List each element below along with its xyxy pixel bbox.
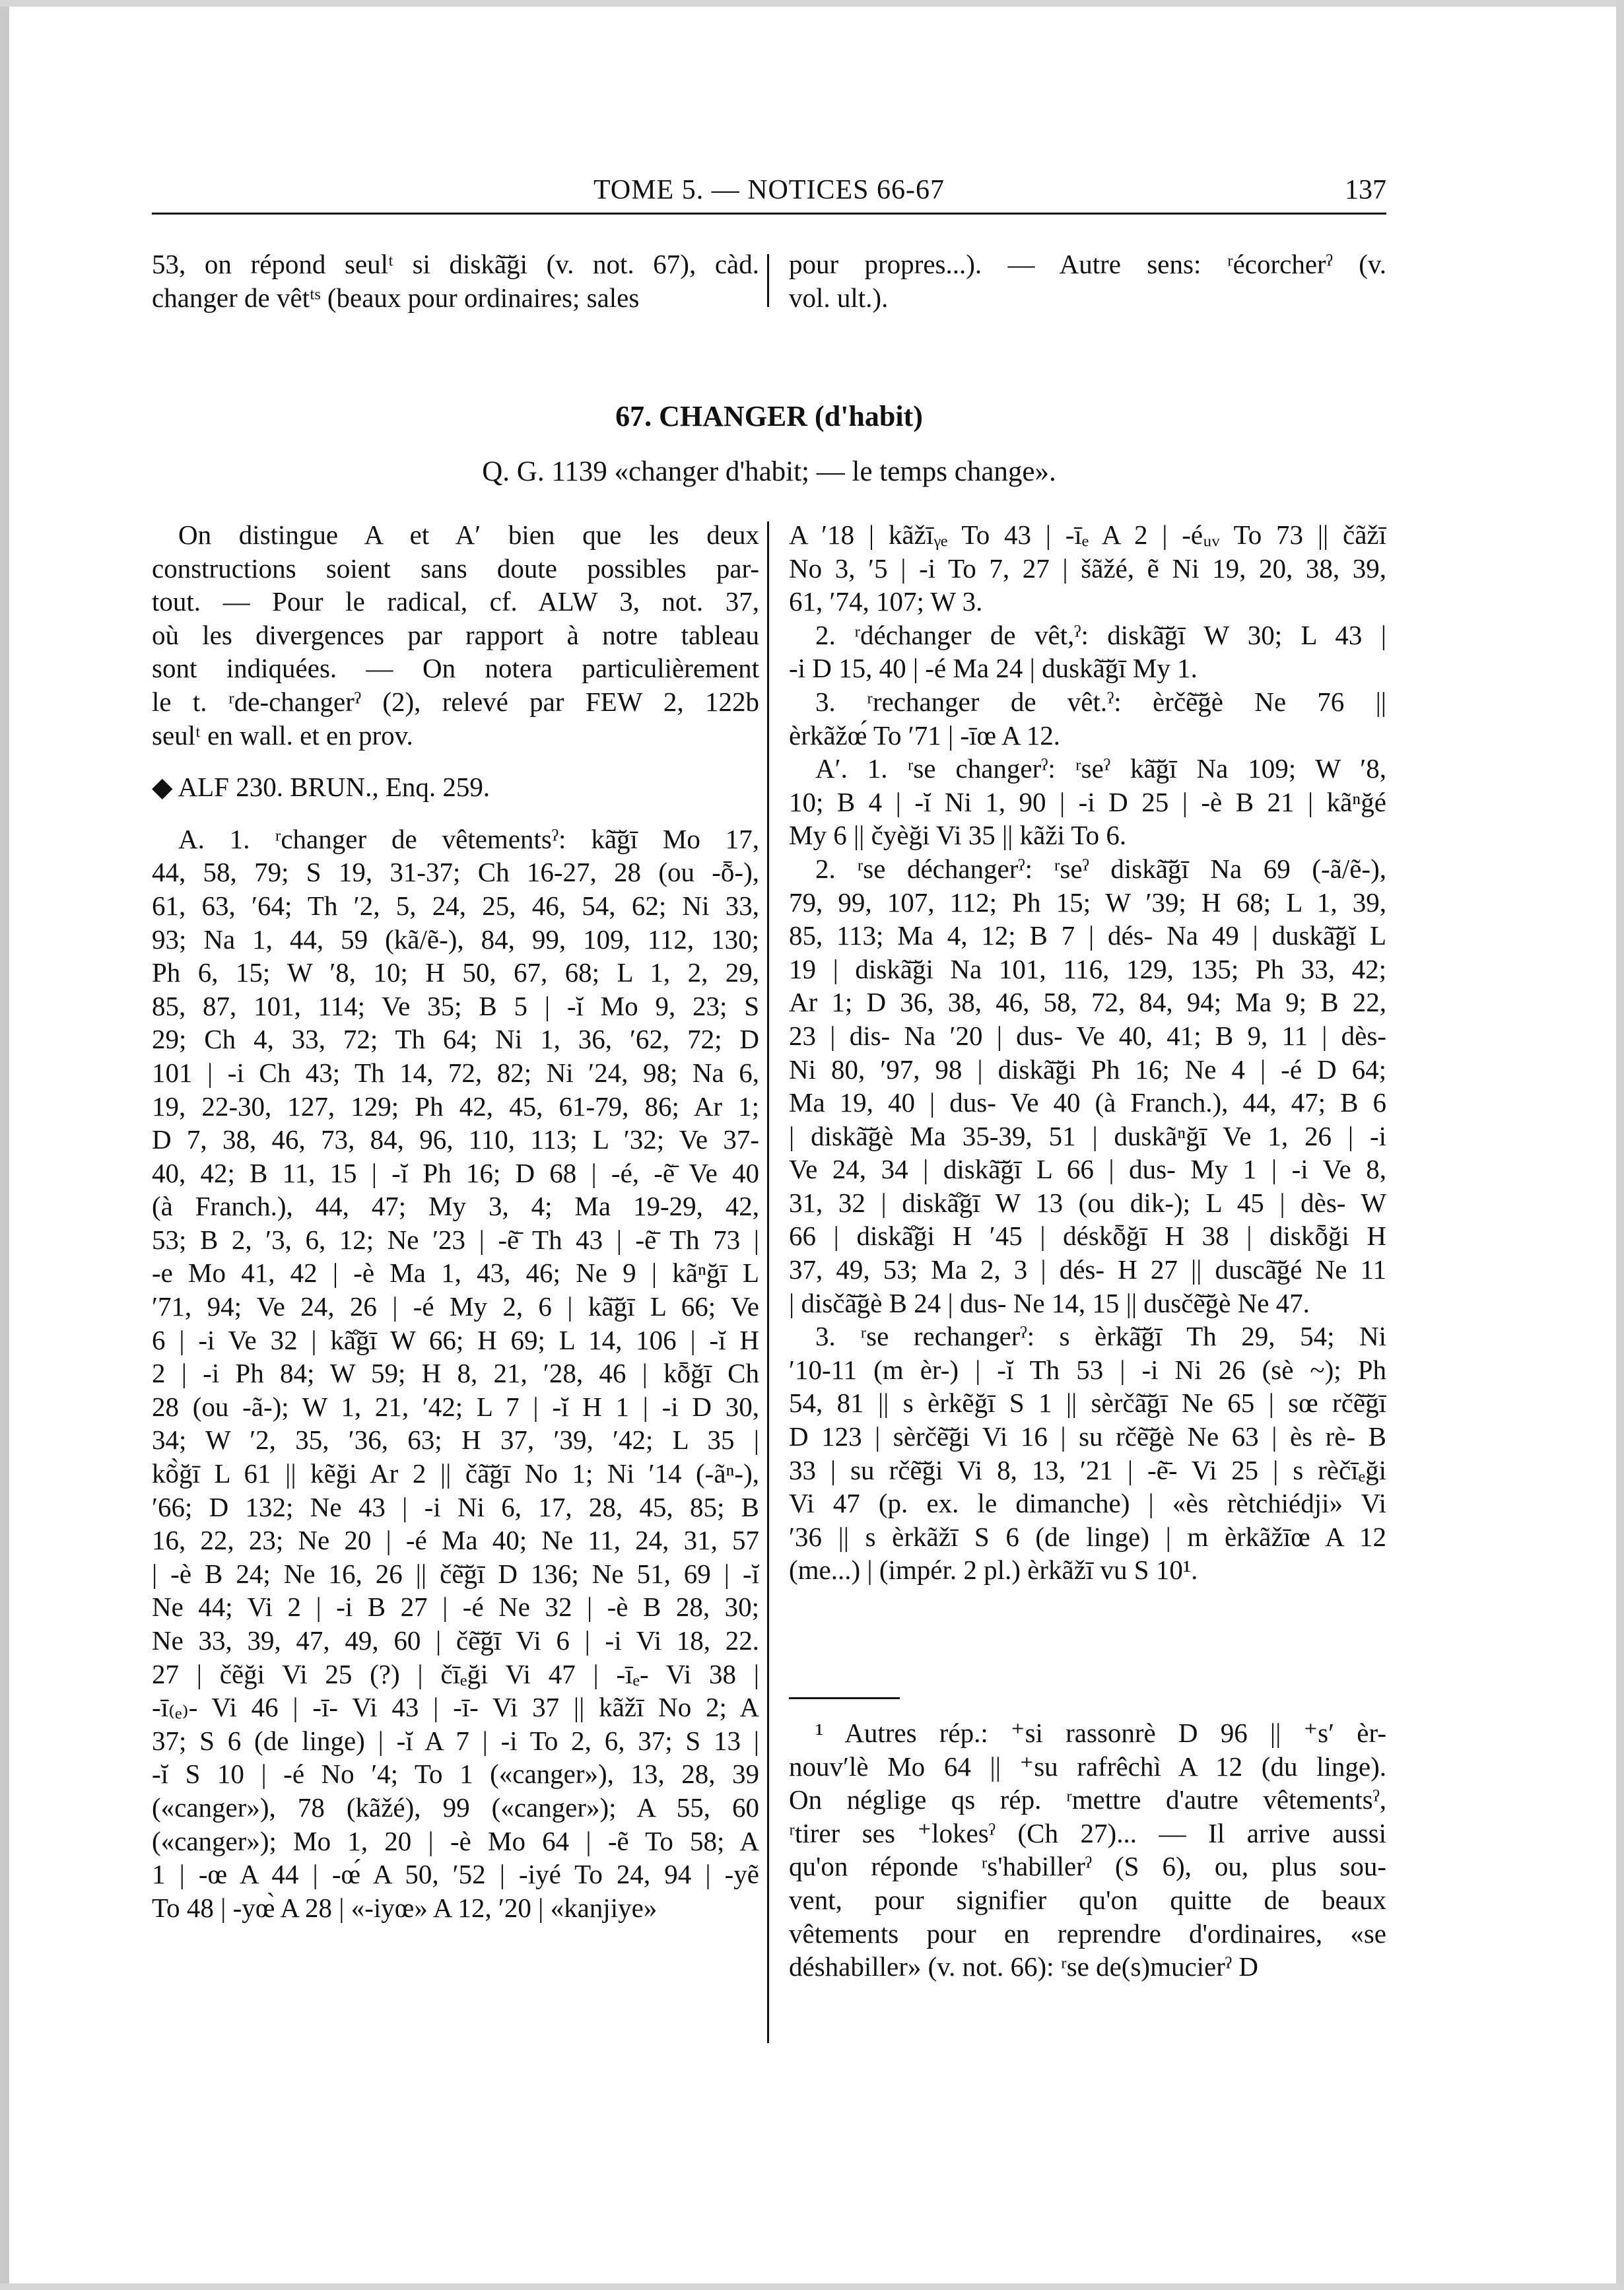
text-line: ◆ ALF 230. BRUN., Enq. 259. bbox=[152, 772, 491, 803]
text-line bbox=[152, 752, 759, 770]
text-line: Ve 24, 34 | diskã̄ğī L 66 | dus- My 1 | -i Ve 8, bbox=[789, 1154, 1386, 1185]
text-line: 3. ʳse rechangerˀ: s èrkã̄ğī Th 29, 54; Ni bbox=[815, 1321, 1386, 1352]
text-line: tout. — Pour le radical, cf. ALW 3, not. 37, bbox=[152, 586, 759, 617]
text-line: 37, 49, 53; Ma 2, 3 | dés- H 27 || duscã̄ğé Ne 11 bbox=[789, 1254, 1386, 1285]
text-line: seulᵗ en wall. et en prov. bbox=[152, 720, 413, 751]
scan-border-top bbox=[0, 0, 1624, 7]
footnote-rule bbox=[789, 1697, 900, 1699]
text-line: ′66; D 132; Ne 43 | -i Ni 6, 17, 28, 45, 85; B bbox=[152, 1491, 759, 1522]
left-column bbox=[152, 518, 759, 1924]
text-line: No 3, ′5 | -i To 7, 27 | šãžé, ẽ Ni 19, 20, 38, 39, bbox=[789, 553, 1386, 584]
column-divider-main bbox=[767, 522, 769, 2043]
text-line: 19 | diskã̄ği Na 101, 116, 129, 135; Ph 33, 42; bbox=[789, 953, 1386, 984]
text-line: -e Mo 41, 42 | -è Ma 1, 43, 46; Ne 9 | kãⁿğī L bbox=[152, 1258, 759, 1289]
text-line: 40, 42; B 11, 15 | -ĭ Ph 16; D 68 | -é, -ẽ̄ Ve 40 bbox=[152, 1157, 759, 1188]
text-line: -i D 15, 40 | -é Ma 24 | duskã̄ğī My 1. bbox=[789, 653, 1198, 684]
text-line: 1 | -œ A 44 | -œ́ A 50, ′52 | -iyé To 24, 94 | -yẽ bbox=[152, 1859, 759, 1890]
section-question: Q. G. 1139 «changer d'habit; — le temps change». bbox=[482, 456, 1056, 487]
text-line: 61, 63, ′64; Th ′2, 5, 24, 25, 46, 54, 62; Ni 33, bbox=[152, 890, 759, 921]
text-line: pour propres...). — Autre sens: ʳécorcherˀ (v. bbox=[789, 249, 1386, 279]
text-line: Ne 44; Vi 2 | -i B 27 | -é Ne 32 | -è B 28, 30; bbox=[152, 1592, 759, 1623]
text-line: vol. ult.). bbox=[789, 282, 889, 313]
text-line: 85, 87, 101, 114; Ve 35; B 5 | -ĭ Mo 9, 23; S bbox=[152, 990, 759, 1021]
text-line: («canger»), 78 (kãžé), 99 («canger»); A 55, 60 bbox=[152, 1792, 759, 1823]
text-line: 33 | su rčẽ̄ği Vi 8, 13, ′21 | -ẽ̄- Vi 25 | s rèčīₑği bbox=[789, 1454, 1386, 1485]
text-line: 53, on répond seulᵗ si diskã̄ği (v. not. 67), càd. bbox=[152, 249, 759, 279]
text-line: ¹ Autres rép.: ⁺si rassonrè D 96 || ⁺s′ èr- bbox=[815, 1718, 1386, 1748]
text-line: D 123 | sèrčẽ̄ği Vi 16 | su rčẽ̄ğè Ne 63 | ès rè- B bbox=[789, 1421, 1386, 1452]
text-line: Ma 19, 40 | dus- Ve 40 (à Franch.), 44, 47; B 6 bbox=[789, 1087, 1386, 1118]
scan-border-bottom bbox=[0, 2283, 1624, 2290]
text-line: 19, 22-30, 127, 129; Ph 42, 45, 61-79, 86; Ar 1; bbox=[152, 1091, 759, 1122]
header-rule bbox=[152, 213, 1386, 215]
text-line: 6 | -i Ve 32 | kã̊ğī W 66; H 69; L 14, 106 | -ĭ H bbox=[152, 1324, 759, 1355]
text-line: 79, 99, 107, 112; Ph 15; W ′39; H 68; L 1, 39, bbox=[789, 887, 1386, 918]
text-line: Ph 6, 15; W ′8, 10; H 50, 67, 68; L 1, 2, 29, bbox=[152, 957, 759, 988]
text-line: My 6 || čyèği Vi 35 || kãži To 6. bbox=[789, 820, 1127, 851]
text-line: kõ̀ğī L 61 || kẽği Ar 2 || čã̄ğī No 1; Ni ′14 (-ãⁿ-), bbox=[152, 1458, 759, 1489]
page-header bbox=[152, 173, 1386, 213]
text-line: vêtements pour en reprendre d'ordinaires, «se bbox=[789, 1918, 1386, 1949]
text-line: déshabiller» (v. not. 66): ʳse de(s)mucierˀ D bbox=[789, 1951, 1258, 1982]
text-line: 2. ʳdéchanger de vêt,ˀ: diskã̄ğī W 30; L 43 | bbox=[815, 619, 1386, 650]
text-line: A. 1. ʳchanger de vêtementsˀ: kã̄ğī Mo 17, bbox=[178, 823, 759, 854]
text-line: 54, 81 || s èrkẽğī S 1 || sèrčã̄ğī Ne 65 | sœ rčẽ̄ğī bbox=[789, 1388, 1386, 1419]
text-line: le t. ʳde-changerˀ (2), relevé par FEW 2, 122b bbox=[152, 686, 759, 717]
text-line: -ĭ S 10 | -é No ′4; To 1 («canger»), 13, 28, 39 bbox=[152, 1759, 759, 1790]
footnote bbox=[789, 1716, 1386, 1984]
text-line: (à Franch.), 44, 47; My 3, 4; Ma 19-29, 42, bbox=[152, 1191, 759, 1222]
text-line: On néglige qs rép. ʳmettre d'autre vêtementsˀ, bbox=[789, 1784, 1386, 1815]
text-line: 3. ʳrechanger de vêt.ˀ: èrčẽ̄ğè Ne 76 || bbox=[815, 686, 1386, 717]
text-line: 66 | diskã̊ği H ′45 | déskȭğī H 38 | diskȭği H bbox=[789, 1221, 1386, 1252]
text-line: | diskã̄ğè Ma 35-39, 51 | duskãⁿğī Ve 1, 26 | -i bbox=[789, 1120, 1386, 1151]
text-line: ′10-11 (m èr-) | -ĭ Th 53 | -i Ni 26 (sè ~); Ph bbox=[789, 1354, 1386, 1385]
text-line: To 48 | -yœ̀ A 28 | «-iyœ» A 12, ′20 | «kanjiye» bbox=[152, 1892, 658, 1923]
text-line: ′36 || s èrkãžī S 6 (de linge) | m èrkãžīœ A 12 bbox=[789, 1521, 1386, 1552]
section-title: 67. CHANGER (d'habit) bbox=[615, 400, 923, 432]
text-line: qu'on réponde ʳs'habillerˀ (S 6), ou, plus sou- bbox=[789, 1851, 1386, 1882]
text-line: ′71, 94; Ve 24, 26 | -é My 2, 6 | kã̄ğī L 66; Ve bbox=[152, 1291, 759, 1322]
text-line: Ar 1; D 36, 38, 46, 58, 72, 84, 94; Ma 9; B 22, bbox=[789, 987, 1386, 1018]
text-line: sont indiquées. — On notera particulièrement bbox=[152, 653, 759, 684]
text-line: nouv′lè Mo 64 || ⁺su rafrêchì A 12 (du linge). bbox=[789, 1751, 1386, 1782]
text-line: 85, 113; Ma 4, 12; B 7 | dés- Na 49 | duskã̄ğĭ L bbox=[789, 920, 1386, 951]
text-line: Vi 47 (p. ex. le dimanche) | «ès rètchiédji» Vi bbox=[789, 1488, 1386, 1519]
text-line: 23 | dis- Na ′20 | dus- Ve 40, 41; B 9, 11 | dès- bbox=[789, 1020, 1386, 1051]
right-column bbox=[789, 518, 1386, 1587]
text-line: 27 | čẽği Vi 25 (?) | čīₑği Vi 47 | -īₑ- Vi 38 | bbox=[152, 1658, 759, 1689]
text-line: 101 | -i Ch 43; Th 14, 72, 82; Ni ′24, 98; Na 6, bbox=[152, 1057, 759, 1088]
text-line: changer de vêtᵗˢ (beaux pour ordinaires; sales bbox=[152, 282, 640, 313]
text-line: 34; W ′2, 35, ′36, 63; H 37, ′39, ′42; L 35 | bbox=[152, 1425, 759, 1456]
top-right-column bbox=[789, 248, 1386, 314]
text-line: 10; B 4 | -ĭ Ni 1, 90 | -i D 25 | -è B 21 | kãⁿğé bbox=[789, 786, 1386, 817]
text-line: èrkãžœ́ To ′71 | -īœ A 12. bbox=[789, 720, 1060, 751]
text-line: Ne 33, 39, 47, 49, 60 | čẽ̄ğī Vi 6 | -i Vi 18, 22. bbox=[152, 1625, 759, 1656]
text-line: constructions soient sans doute possibles par- bbox=[152, 553, 759, 584]
text-line: A′. 1. ʳse changerˀ: ʳseˀ kã̄ğī Na 109; W ′8, bbox=[815, 753, 1386, 784]
text-line: 61, ′74, 107; W 3. bbox=[789, 586, 983, 617]
text-line: 93; Na 1, 44, 59 (kã/ẽ-), 84, 99, 109, 112, 130; bbox=[152, 924, 759, 955]
text-line: (me...) | (impér. 2 pl.) èrkãžī vu S 10¹. bbox=[789, 1555, 1198, 1586]
text-line: | -è B 24; Ne 16, 26 || čẽ̄ğī D 136; Ne 51, 69 | -ĭ bbox=[152, 1558, 759, 1589]
text-line: («canger»); Mo 1, 20 | -è Mo 64 | -ẽ To 58; A bbox=[152, 1825, 759, 1856]
text-line: 37; S 6 (de linge) | -ĭ A 7 | -i To 2, 6, 37; S 13 | bbox=[152, 1725, 759, 1756]
text-line: vent, pour signifier qu'on quitte de beaux bbox=[789, 1884, 1386, 1915]
text-line: où les divergences par rapport à notre tableau bbox=[152, 619, 759, 650]
text-line: 29; Ch 4, 33, 72; Th 64; Ni 1, 36, ′62, 72; D bbox=[152, 1024, 759, 1055]
text-line: 44, 58, 79; S 19, 31-37; Ch 16-27, 28 (ou -ȭ-), bbox=[152, 857, 759, 888]
text-line: On distingue A et A′ bien que les deux bbox=[178, 520, 759, 550]
text-line: 16, 22, 23; Ne 20 | -é Ma 40; Ne 11, 24, 31, 57 bbox=[152, 1525, 759, 1556]
top-left-column bbox=[152, 248, 759, 314]
running-title: TOME 5. — NOTICES 66-67 bbox=[593, 175, 945, 205]
text-line: -ī₍ₑ₎- Vi 46 | -ī- Vi 43 | -ī- Vi 37 || kãžī No 2; A bbox=[152, 1692, 759, 1723]
text-line: A ′18 | kãžīᵧₑ To 43 | -īₑ A 2 | -éᵤᵥ To 73 || čãžī bbox=[789, 520, 1386, 550]
scan-border-right bbox=[1616, 0, 1624, 2290]
text-line bbox=[152, 804, 759, 823]
text-line: D 7, 38, 46, 73, 84, 96, 110, 113; L ′32; Ve 37- bbox=[152, 1124, 759, 1155]
text-line: 2 | -i Ph 84; W 59; H 8, 21, ′28, 46 | kȭğī Ch bbox=[152, 1358, 759, 1389]
page-number: 137 bbox=[1345, 175, 1386, 205]
text-line: 2. ʳse déchangerˀ: ʳseˀ diskã̄ğī Na 69 (-ã/ẽ-), bbox=[815, 853, 1386, 884]
text-line: ʳtirer ses ⁺lokesˀ (Ch 27)... — Il arrive aussi bbox=[789, 1817, 1386, 1848]
text-line: 53; B 2, ′3, 6, 12; Ne ′23 | -ẽ̄ Th 43 | -ẽ̄ Th 73 | bbox=[152, 1224, 759, 1255]
text-line: | disčã̄ğè B 24 | dus- Ne 14, 15 || dusčẽ̄ğè Ne 47. bbox=[789, 1287, 1310, 1318]
text-line: 28 (ou -ã-); W 1, 21, ′42; L 7 | -ĭ H 1 | -i D 30, bbox=[152, 1391, 759, 1422]
scan-border-left bbox=[0, 0, 9, 2290]
text-line: Ni 80, ′97, 98 | diskã̄ği Ph 16; Ne 4 | -é D 64; bbox=[789, 1054, 1386, 1085]
column-divider-top bbox=[767, 254, 769, 307]
text-line: 31, 32 | diskã̊ğī W 13 (ou dik-); L 45 | dès- W bbox=[789, 1187, 1386, 1218]
